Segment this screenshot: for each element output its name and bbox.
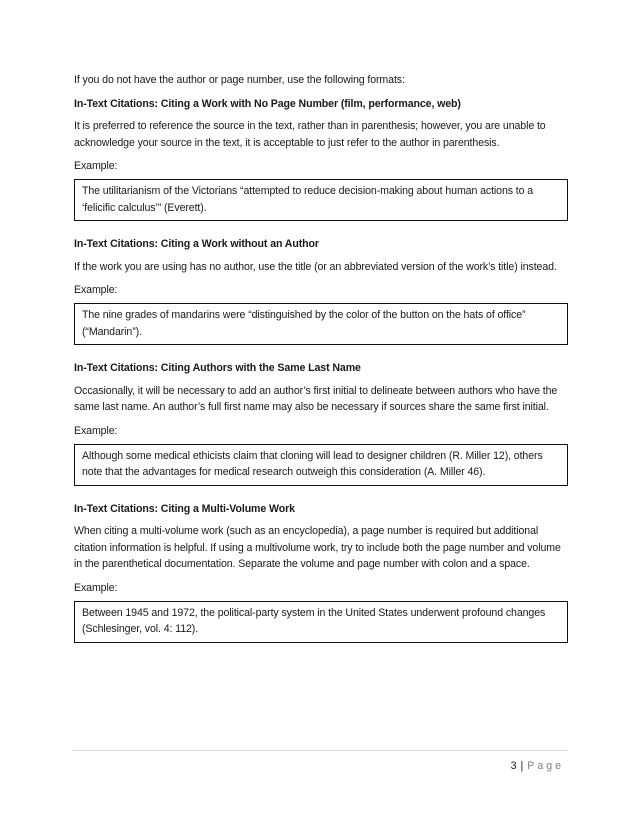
page-word: Page — [527, 760, 564, 772]
footer-divider — [72, 750, 568, 751]
section-heading: In-Text Citations: Citing a Work with No Page Number (film, performance, web) — [74, 97, 461, 110]
example-label: Example: — [74, 424, 118, 437]
section-heading: In-Text Citations: Citing a Work without an Author — [74, 238, 319, 251]
page-number: 3 — [510, 760, 517, 772]
example-label: Example: — [74, 160, 118, 173]
section-body: It is preferred to reference the source in the text, rather than in parenthesis; however, you are unable to acknowledge your source in the text, it is acceptable to just refer to the author in parenthesis. — [74, 120, 546, 149]
section-body: When citing a multi-volume work (such as an encyclopedia), a page number is required but additional citation information is helpful. If using a multivolume work, try to include both the page number and volume in the parenthetical documentation. Separate the volume and page number with colon and a space. — [74, 525, 561, 571]
intro-text: If you do not have the author or page number, use the following formats: — [74, 74, 405, 86]
section-body: If the work you are using has no author, use the title (or an abbreviated version of the work’s title) instead. — [74, 260, 557, 273]
page-footer — [511, 760, 564, 772]
section-heading: In-Text Citations: Citing Authors with the Same Last Name — [74, 362, 361, 375]
example-box: The nine grades of mandarins were “distinguished by the color of the button on the hats of office” (“Mandarin”). — [74, 303, 568, 345]
example-label: Example: — [74, 284, 118, 297]
section-body: Occasionally, it will be necessary to add an author’s first initial to delineate between authors who have the same last name. An author’s full first name may also be necessary if sources share the same first initial. — [74, 384, 558, 414]
section-heading: In-Text Citations: Citing a Multi-Volume Work — [74, 502, 295, 515]
example-label: Example: — [74, 582, 118, 595]
example-box: Although some medical ethicists claim that cloning will lead to designer children (R. Miller 12), others note that the advantages for medical research outweigh this consideration (A. Miller 46). — [74, 444, 568, 486]
example-box: Between 1945 and 1972, the political-party system in the United States underwent profound changes (Schlesinger, vol. 4: 112). — [74, 601, 568, 643]
footer-separator: | — [520, 760, 524, 772]
example-box: The utilitarianism of the Victorians “attempted to reduce decision-making about human actions to a ‘felicific calculus’” (Everett). — [74, 179, 568, 221]
page-content — [74, 72, 568, 658]
